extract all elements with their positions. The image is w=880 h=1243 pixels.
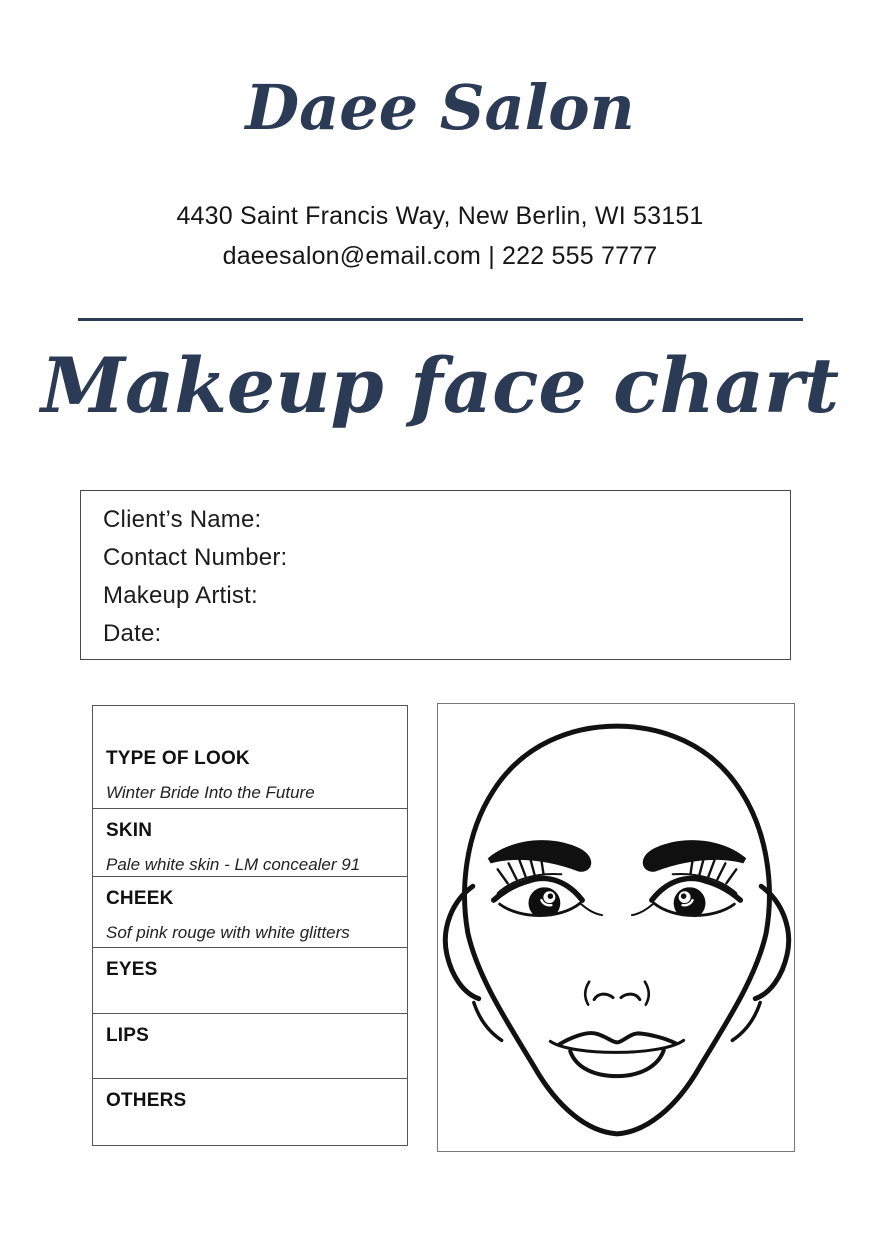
table-row [93, 877, 407, 948]
page-title: Makeup face chart [40, 341, 840, 430]
header-divider [78, 318, 803, 321]
table-row [93, 948, 407, 1014]
table-row [93, 706, 407, 809]
row-label: TYPE OF LOOK [106, 748, 250, 769]
salon-address: 4430 Saint Francis Way, New Berlin, WI 53151 [176, 202, 704, 230]
row-label: EYES [106, 959, 158, 980]
contact-number-label: Contact Number: [103, 544, 288, 571]
makeup-artist-label: Makeup Artist: [103, 582, 258, 609]
salon-email-phone: daeesalon@email.com | 222 555 7777 [222, 242, 658, 270]
client-name-label: Client’s Name: [103, 506, 262, 533]
face-chart-panel [437, 703, 795, 1152]
look-details-table [92, 705, 408, 1146]
table-row [93, 809, 407, 877]
row-value: Winter Bride Into the Future [106, 783, 315, 802]
table-row [93, 1079, 407, 1143]
date-label: Date: [103, 620, 162, 647]
salon-name: Daee Salon [245, 71, 635, 144]
row-value: Pale white skin - LM concealer 91 [106, 855, 361, 874]
table-row [93, 1014, 407, 1079]
salon-contact-block [0, 196, 880, 276]
row-label: OTHERS [106, 1090, 187, 1111]
client-info-box [80, 490, 791, 660]
row-value: Sof pink rouge with white glitters [106, 923, 350, 942]
row-label: CHEEK [106, 888, 174, 909]
row-label: SKIN [106, 820, 153, 841]
row-label: LIPS [106, 1025, 150, 1046]
face-chart-illustration [438, 704, 794, 1151]
head-outline [465, 726, 770, 1134]
